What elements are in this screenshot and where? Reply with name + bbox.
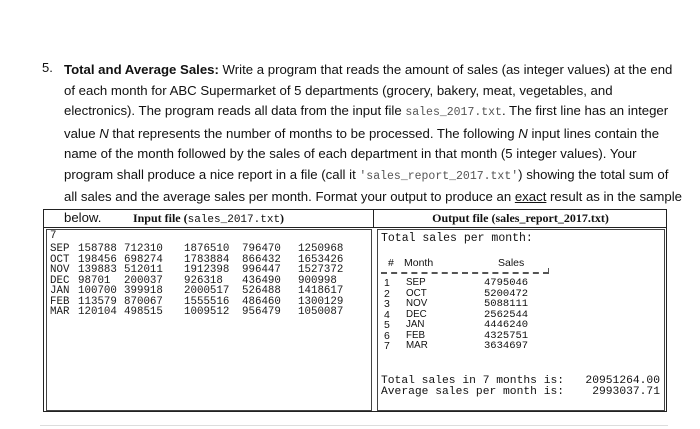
question-number: 5.: [42, 60, 53, 75]
input-value: 996447: [242, 264, 281, 276]
row-month: OCT: [406, 287, 427, 299]
output-header: Output file (sales_report_2017.txt): [373, 210, 667, 227]
sample-table: [43, 209, 667, 412]
col-num: #: [388, 257, 394, 269]
input-row: [50, 307, 354, 318]
input-header-label: Input file (: [132, 211, 188, 225]
row-index: 3: [384, 298, 390, 310]
output-row: [384, 341, 574, 352]
input-value: 498515: [124, 306, 163, 318]
header-divider: [44, 227, 666, 228]
exact-word: exact: [514, 189, 547, 204]
input-value: 1009512: [184, 306, 230, 318]
var-n: N: [518, 125, 528, 141]
row-sales: 4446240: [484, 319, 529, 331]
row-month: JAN: [406, 319, 425, 330]
row-sales: 4325751: [484, 329, 529, 342]
input-value: 1555516: [184, 295, 230, 308]
row-month: SEP: [406, 277, 426, 288]
row-month: MAR: [406, 340, 428, 351]
separator-line: [381, 272, 549, 274]
input-month: DEC: [50, 274, 70, 287]
input-value: 1527372: [298, 264, 344, 276]
question-p5: ) showing the total sum of all sales and the average sales per month. Format your output to produce an: [64, 166, 669, 204]
question-p6: result as in the sample below.: [64, 189, 682, 225]
input-value: 1050087: [298, 306, 344, 318]
input-value: 399918: [124, 285, 163, 297]
col-sales: Sales: [498, 257, 525, 269]
input-value: 900998: [298, 274, 337, 287]
question-p4: input lines contain the name of the month followed by the sales of each department in that month (5 integer values). Your program shall produce a nice report in a file (call it: [64, 125, 660, 182]
input-value: 870067: [124, 295, 163, 308]
input-value: 113579: [78, 295, 117, 308]
input-value: 926318: [184, 274, 223, 287]
input-header-close: ): [280, 211, 285, 225]
row-month: FEB: [406, 329, 426, 341]
totals-values: [578, 376, 660, 398]
input-value: 698274: [124, 253, 163, 266]
input-month: MAR: [50, 306, 70, 318]
question-title: Total and Average Sales:: [64, 62, 219, 77]
input-count: 7: [50, 230, 57, 242]
output-filename: 'sales_report_2017.txt': [359, 169, 519, 183]
input-value: 512011: [124, 264, 163, 276]
row-month: DEC: [406, 308, 427, 320]
input-value: 100700: [78, 285, 117, 297]
input-value: 1250968: [298, 243, 344, 255]
input-header: [44, 210, 373, 227]
output-column-header: [388, 257, 525, 269]
output-title: Total sales per month:: [381, 232, 533, 245]
separator-end: [548, 268, 549, 274]
col-month: Month: [404, 257, 434, 269]
avg-value: 2993037.71: [592, 386, 660, 398]
input-value: 1300129: [298, 295, 344, 308]
row-sales: 2562544: [484, 308, 529, 321]
input-value: 139883: [78, 264, 117, 276]
input-value: 120104: [78, 306, 117, 318]
row-sales: 5088111: [484, 298, 529, 310]
input-value: 436490: [242, 274, 281, 287]
input-value: 198456: [78, 253, 117, 266]
input-value: 98701: [78, 274, 111, 287]
row-index: 7: [384, 340, 390, 352]
output-rows: [384, 278, 574, 352]
avg-label: Average sales per month is:: [381, 386, 565, 398]
input-month: NOV: [50, 264, 70, 276]
row-index: 1: [384, 277, 390, 289]
input-month: JAN: [50, 285, 70, 297]
input-header-file: sales_2017.txt: [187, 214, 281, 226]
total-label: Total sales in 7 months is:: [381, 375, 565, 387]
input-filename: sales_2017.txt: [405, 106, 502, 119]
input-value: 1876510: [184, 243, 230, 255]
input-value: 1653426: [298, 253, 344, 266]
row-index: 4: [384, 308, 390, 321]
row-sales: 5200472: [484, 287, 529, 300]
input-file-box: [46, 229, 372, 411]
total-value: 20951264.00: [585, 375, 660, 387]
row-index: 5: [384, 319, 390, 331]
var-n: N: [99, 125, 109, 141]
output-row: [384, 278, 574, 289]
input-month: SEP: [50, 243, 70, 255]
input-row: [50, 244, 354, 255]
input-value: 526488: [242, 285, 281, 297]
input-value: 956479: [242, 306, 281, 318]
input-value: 200037: [124, 274, 163, 287]
input-value: 486460: [242, 295, 281, 308]
row-sales: 3634697: [484, 340, 529, 352]
input-row: [50, 286, 354, 297]
input-value: 866432: [242, 253, 281, 266]
input-month: OCT: [50, 253, 70, 266]
question-p2: . The first line has an integer value: [64, 103, 669, 141]
row-month: NOV: [406, 298, 428, 309]
row-index: 2: [384, 287, 390, 300]
input-month: FEB: [50, 295, 70, 308]
row-index: 6: [384, 329, 390, 342]
totals-labels: [381, 376, 564, 398]
question-p1: Write a program that reads the amount of sales (as integer values) at the end of each month for ABC Supermarket of 5 departments (grocery, bakery, meat, vegetables, and electronics). The program reads all data from the input file: [64, 62, 673, 118]
input-value: 158788: [78, 243, 117, 255]
input-value: 712310: [124, 243, 163, 255]
input-value: 796470: [242, 243, 281, 255]
bottom-rule: [40, 425, 668, 426]
output-row: [384, 299, 574, 310]
input-row: [50, 265, 354, 276]
input-value: 1418617: [298, 285, 344, 297]
output-file-box: [377, 229, 665, 411]
question-p3: that represents the number of months to be processed. The following: [108, 125, 519, 141]
input-rows: [50, 244, 354, 318]
output-row: [384, 320, 574, 331]
input-value: 2000517: [184, 285, 230, 297]
question-text: [64, 60, 684, 228]
input-value: 1783884: [184, 253, 230, 266]
input-value: 1912398: [184, 264, 230, 276]
row-sales: 4795046: [484, 277, 529, 289]
